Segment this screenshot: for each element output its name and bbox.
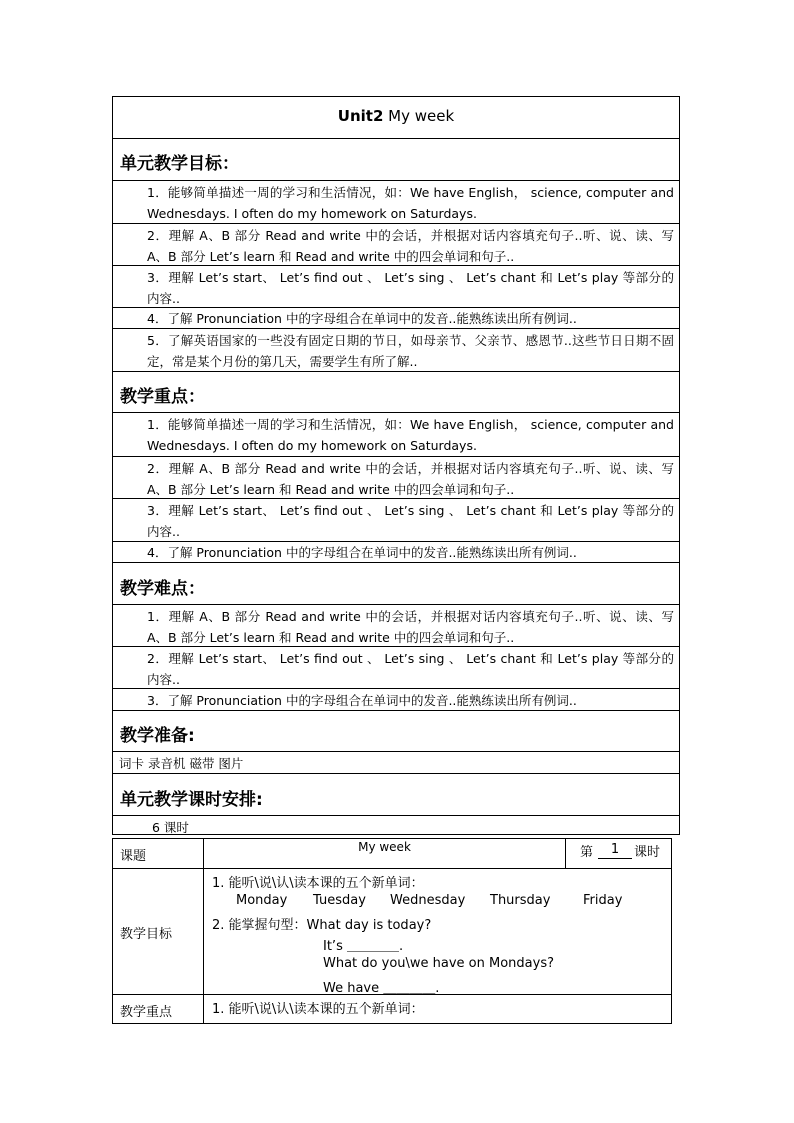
key-point-item: 1．能够简单描述一周的学习和生活情况，如：We have English， science, computer and Wednesdays. I often do my homework on Saturdays. [147, 417, 674, 453]
pattern-3: We have ＿＿＿＿. [323, 981, 440, 996]
day-word: Monday [236, 893, 288, 908]
period-number: 1 [598, 841, 632, 859]
row-divider [112, 815, 680, 816]
goal-item: 2．理解 A、B 部分 Read and write 中的会话，并根据对话内容填充句子..听、说、读、写 A、B 部分 Let’s learn 和 Read and write 中的四会单词和句子.. [147, 228, 674, 264]
row-divider [112, 412, 680, 413]
row-divider [112, 456, 680, 457]
key-point-item: 2．理解 A、B 部分 Read and write 中的会话，并根据对话内容填充句子..听、说、读、写 A、B 部分 Let’s learn 和 Read and write 中的四会单词和句子.. [147, 461, 674, 497]
row-divider [112, 773, 680, 774]
goals-label: 教学目标 [120, 927, 173, 942]
topic-value: My week [358, 840, 411, 854]
key-line-1: 1. 能听\说\认\读本课的五个新单词： [212, 1002, 424, 1017]
key-label: 教学重点 [120, 1005, 173, 1020]
pattern-1: It’s ＿＿＿＿. [323, 939, 404, 954]
goal-item: 5．了解英语国家的一些没有固定日期的节日，如母亲节、父亲节、感恩节..这些节日日期不固定，常是某个月份的第几天，需要学生有所了解.. [147, 333, 674, 369]
difficulty-item: 2．理解 Let’s start、 Let’s find out 、 Let’s sing 、 Let’s chant 和 Let’s play 等部分的内容.. [147, 651, 674, 687]
preparation-heading: 教学准备: [120, 726, 195, 746]
day-word: Tuesday [313, 893, 366, 908]
row-divider [112, 868, 672, 869]
preparation-content: 词卡 录音机 磁带 图片 [119, 756, 244, 771]
row-divider [112, 751, 680, 752]
schedule-heading: 单元教学课时安排: [120, 790, 263, 810]
key-point-item: 3．理解 Let’s start、 Let’s find out 、 Let’s sing 、 Let’s chant 和 Let’s play 等部分的内容.. [147, 503, 674, 539]
key-points-heading: 教学重点： [120, 387, 205, 407]
row-divider [112, 604, 680, 605]
difficulty-item: 3．了解 Pronunciation 中的字母组合在单词中的发音..能熟练读出所有例词.. [147, 693, 577, 708]
day-word: Wednesday [390, 893, 466, 908]
page-title [112, 107, 680, 125]
day-word: Friday [583, 893, 623, 908]
period-prefix: 第 [580, 845, 594, 860]
goal-item: 1．能够简单描述一周的学习和生活情况，如：We have English， science, computer and Wednesdays. I often do my homework on Saturdays. [147, 185, 674, 221]
pattern-2: What do you\we have on Mondays? [323, 956, 555, 971]
topic-label: 课题 [120, 849, 147, 864]
goal-item: 3．理解 Let’s start、 Let’s find out 、 Let’s sing 、 Let’s chant 和 Let’s play 等部分的内容.. [147, 270, 674, 306]
goal-line-2: 2. 能掌握句型：What day is today? [212, 918, 432, 933]
title-unit: Unit2 [337, 107, 384, 125]
row-divider [112, 138, 680, 139]
difficulties-heading: 教学难点： [120, 579, 205, 599]
row-divider [112, 180, 680, 181]
day-word: Thursday [490, 893, 551, 908]
schedule-content: 6 课时 [152, 820, 189, 835]
difficulty-item: 1．理解 A、B 部分 Read and write 中的会话，并根据对话内容填充句子..听、说、读、写 A、B 部分 Let’s learn 和 Read and write 中的四会单词和句子.. [147, 609, 674, 645]
key-point-item: 4．了解 Pronunciation 中的字母组合在单词中的发音..能熟练读出所有例词.. [147, 545, 577, 560]
title-rest: My week [383, 107, 455, 125]
goal-line-1: 1. 能听\说\认\读本课的五个新单词： [212, 876, 424, 891]
col-divider [203, 838, 204, 1024]
col-divider [565, 838, 566, 868]
period-suffix: 课时 [634, 845, 661, 860]
goals-heading: 单元教学目标： [120, 154, 239, 174]
goal-item: 4．了解 Pronunciation 中的字母组合在单词中的发音..能熟练读出所有例词.. [147, 311, 577, 326]
